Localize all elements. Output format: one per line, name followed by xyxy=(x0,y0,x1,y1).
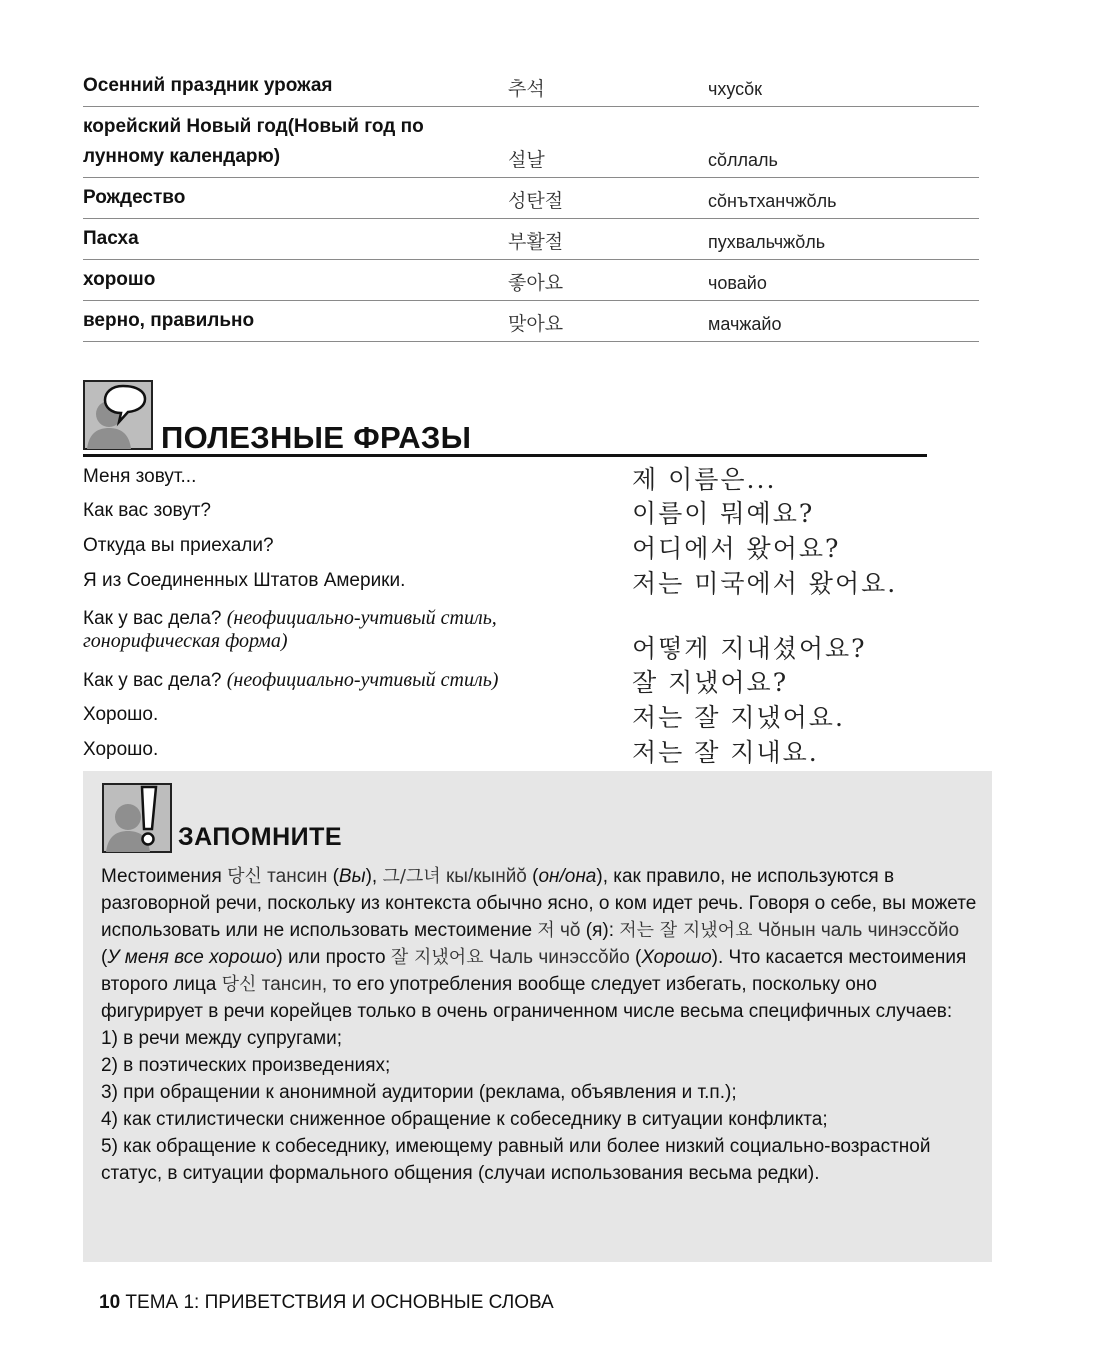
vocab-russian: верно, правильно xyxy=(83,310,255,331)
phrase-row xyxy=(83,531,943,566)
phrase-row xyxy=(83,603,943,666)
phrases-list xyxy=(83,462,943,769)
phrase-russian: Откуда вы приехали? xyxy=(83,535,274,556)
vocab-transcription: сŏллаль xyxy=(708,150,778,170)
vocab-row xyxy=(83,107,979,178)
phrase-russian: Как у вас дела? (неофициально-учтивый стиль, гонорифическая форма) xyxy=(83,607,497,652)
vocab-transcription: мачжайо xyxy=(708,314,782,334)
remember-paragraph: Местоимения 당신 тансин (Вы), 그/그녀 кы/кынйŏ (он/она), как правило, не используются в разговорной речи, поскольку из контекста обычно ясно, о ком идет речь. Говоря о себе, вы можете использовать или не использовать местоимение 저 чŏ (я): 저는 잘 지냈어요 Чŏнын чаль чинэссŏйо (У меня все хорошо) или просто 잘 지냈어요 Чаль чинэссŏйо (Хорошо). Что касается местоимения второго лица 당신 тансин, то его употребления вообще следует избегать, поскольку оно фигурирует в речи корейцев только в очень ограниченном числе весьма специфичных случаев: xyxy=(101,866,977,1022)
remember-list-item: 4) как стилистически сниженное обращение к собеседнику в ситуации конфликта; xyxy=(101,1109,828,1130)
vocab-russian: Осенний праздник урожая xyxy=(83,75,333,96)
vocab-korean: 좋아요 xyxy=(508,272,564,294)
vocab-korean: 성탄절 xyxy=(508,190,564,212)
vocab-transcription: сŏнътханчжŏль xyxy=(708,191,837,211)
phrase-korean: 제 이름은... xyxy=(632,465,777,494)
phrase-row xyxy=(83,496,943,531)
phrase-korean: 어떻게 지내셨어요? xyxy=(632,634,867,663)
phrase-row xyxy=(83,462,943,496)
vocab-korean: 설날 xyxy=(508,149,545,171)
phrase-russian: Меня зовут... xyxy=(83,466,197,487)
remember-list-item: 1) в речи между супругами; xyxy=(101,1028,343,1049)
vocab-row xyxy=(83,301,979,342)
vocab-russian: Пасха xyxy=(83,228,139,249)
phrase-russian: Я из Соединенных Штатов Америки. xyxy=(83,570,406,591)
phrase-row xyxy=(83,666,943,700)
vocab-russian: корейский Новый год(Новый год по лунному календарю) xyxy=(83,116,424,167)
remember-list-item: 2) в поэтических произведениях; xyxy=(101,1055,391,1076)
phrase-russian: Как у вас дела? (неофициально-учтивый стиль) xyxy=(83,669,499,691)
phrase-korean: 저는 잘 지냈어요. xyxy=(632,703,845,732)
phrase-korean: 저는 미국에서 왔어요. xyxy=(632,569,898,598)
page-number: 10 xyxy=(99,1292,121,1313)
phrase-korean: 저는 잘 지내요. xyxy=(632,738,819,767)
remember-body xyxy=(101,863,981,1187)
speech-person-icon xyxy=(83,380,153,450)
vocab-korean: 부활절 xyxy=(508,231,564,253)
vocab-korean: 추석 xyxy=(508,78,545,100)
phrase-korean: 어디에서 왔어요? xyxy=(632,534,841,563)
remember-title: ЗАПОМНИТЕ xyxy=(178,823,343,851)
phrase-row xyxy=(83,735,943,769)
phrase-korean: 잘 지냈어요? xyxy=(632,668,789,697)
vocab-transcription: пухвальчжŏль xyxy=(708,232,826,252)
vocab-russian: хорошо xyxy=(83,269,156,290)
vocab-row xyxy=(83,260,979,301)
remember-list-item: 3) при обращении к анонимной аудитории (реклама, объявления и т.п.); xyxy=(101,1082,737,1103)
phrase-row xyxy=(83,700,943,735)
remember-box xyxy=(83,771,992,1262)
vocab-row xyxy=(83,219,979,260)
phrase-russian: Хорошо. xyxy=(83,739,159,760)
phrase-russian: Как вас зовут? xyxy=(83,500,211,521)
vocab-russian: Рождество xyxy=(83,187,186,208)
vocab-transcription: човайо xyxy=(708,273,767,293)
phrase-russian: Хорошо. xyxy=(83,704,159,725)
vocab-row xyxy=(83,66,979,107)
vocabulary-table xyxy=(83,66,979,342)
phrases-title: ПОЛЕЗНЫЕ ФРАЗЫ xyxy=(161,420,472,455)
phrases-heading xyxy=(83,378,927,457)
chapter-title: ТЕМА 1: ПРИВЕТСТВИЯ И ОСНОВНЫЕ СЛОВА xyxy=(125,1292,554,1313)
phrase-note: (неофициально-учтивый стиль) xyxy=(226,669,499,691)
page-footer xyxy=(99,1292,554,1314)
vocab-korean: 맞아요 xyxy=(508,313,564,335)
remember-list-item: 5) как обращение к собеседнику, имеющему равный или более низкий социально-возрастной статус, в ситуации формального общения (случаи использования весьма редки). xyxy=(101,1136,931,1184)
vocab-transcription: чхусŏк xyxy=(708,79,763,99)
phrase-korean: 이름이 뭐예요? xyxy=(632,499,815,528)
phrase-note: (неофициально-учтивый стиль, гонорифическая форма) xyxy=(83,607,497,652)
vocab-row xyxy=(83,178,979,219)
exclamation-person-icon xyxy=(102,783,172,853)
phrase-row xyxy=(83,566,943,603)
